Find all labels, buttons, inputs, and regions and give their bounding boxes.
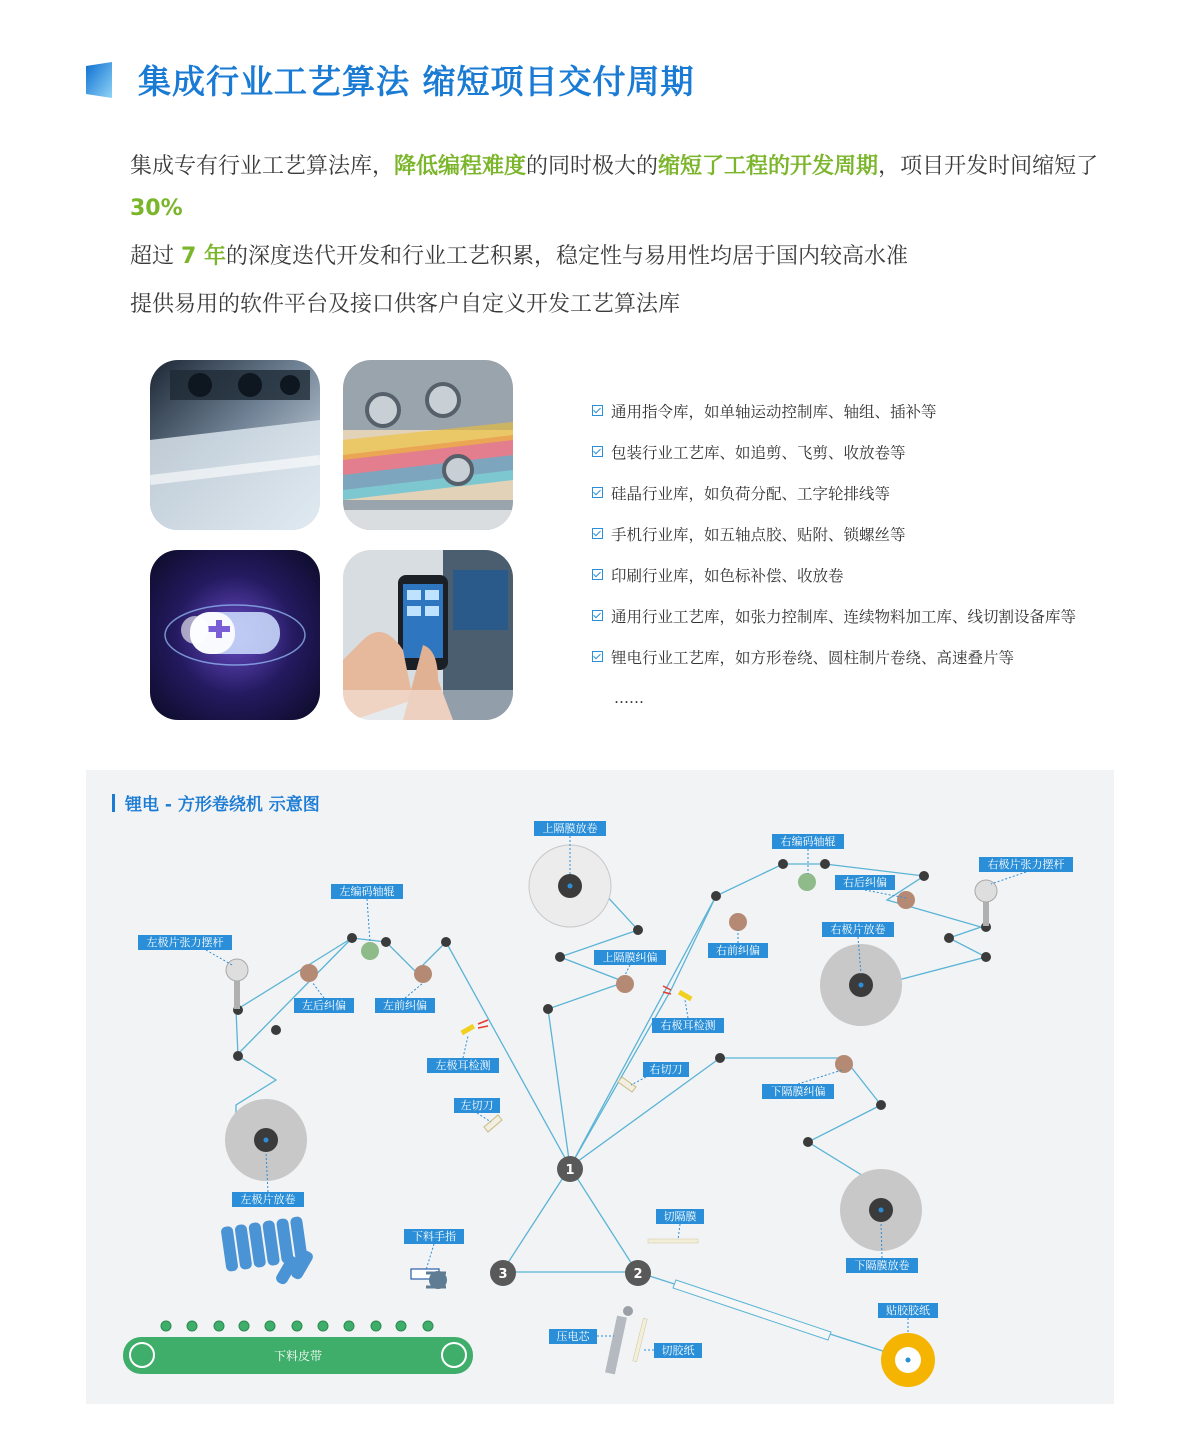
left-tab-detector	[460, 1020, 488, 1035]
label-unload-finger	[404, 1229, 464, 1244]
feature-list	[592, 390, 1152, 718]
right-cutter	[618, 1077, 636, 1092]
label-right-front-correct	[708, 943, 768, 958]
svg-text:右后纠偏: 右后纠偏	[843, 876, 887, 889]
label-left-unwind	[232, 1192, 304, 1207]
checkbox-icon	[592, 610, 603, 621]
photo-grid	[150, 360, 515, 722]
checkbox-icon	[592, 446, 603, 457]
svg-text:上隔膜放卷: 上隔膜放卷	[542, 822, 598, 835]
unload-finger	[411, 1269, 447, 1289]
label-tape-paper	[878, 1303, 938, 1318]
separator-cutter	[648, 1239, 698, 1243]
title-marker-icon	[86, 62, 112, 98]
label-right-rear-correct	[835, 875, 895, 890]
label-bottom-separator-unwind	[846, 1258, 918, 1273]
right-tab-detector	[663, 986, 693, 1001]
page-header	[86, 56, 695, 103]
checkbox-icon	[592, 528, 603, 539]
winding-machine-diagram	[86, 770, 1114, 1404]
left-tension-arm	[226, 959, 248, 1009]
intro-text	[130, 146, 1130, 332]
label-left-tab-detect	[427, 1058, 499, 1073]
color-press-photo	[343, 360, 513, 530]
label-cut-separator	[656, 1209, 704, 1224]
printing-machine-photo	[150, 360, 320, 530]
tape-roll	[881, 1333, 935, 1387]
feature-item: 包装行业工艺库、如追剪、飞剪、收放卷等	[592, 431, 1152, 472]
winding-station-2	[625, 1260, 651, 1286]
svg-text:左编码轴辊: 左编码轴辊	[339, 885, 395, 898]
svg-text:下隔膜放卷: 下隔膜放卷	[854, 1259, 910, 1272]
label-top-separator-unwind	[534, 821, 606, 836]
conveyor-fixtures	[161, 1321, 433, 1331]
svg-text:下料手指: 下料手指	[412, 1230, 456, 1243]
feature-item: 锂电行业工艺库，如方形卷绕、圆柱制片卷绕、高速叠片等	[592, 636, 1152, 677]
svg-text:左后纠偏: 左后纠偏	[302, 999, 346, 1012]
svg-text:右编码轴辊: 右编码轴辊	[780, 835, 836, 848]
svg-text:左前纠偏: 左前纠偏	[383, 999, 427, 1012]
left-cutter	[484, 1115, 502, 1132]
winding-station-1	[557, 1156, 583, 1182]
tape-rail	[673, 1280, 831, 1340]
svg-text:右极片张力摆杆: 右极片张力摆杆	[987, 858, 1065, 871]
feature-more: ……	[614, 688, 644, 707]
label-top-separator-correct	[594, 950, 666, 965]
label-cut-tape	[654, 1343, 702, 1358]
checkbox-icon	[592, 405, 603, 416]
right-electrode-unwind	[820, 944, 902, 1026]
label-left-cutter	[454, 1098, 500, 1113]
feature-item: 硅晶行业库，如负荷分配、工字轮排线等	[592, 472, 1152, 513]
label-right-cutter	[643, 1062, 689, 1077]
intro-line-1: 集成专有行业工艺算法库，降低编程难度的同时极大的缩短了工程的开发周期，项目开发时间缩短了 30%	[130, 154, 1099, 221]
feature-item: 手机行业库，如五轴点胶、贴附、锁螺丝等	[592, 513, 1152, 554]
svg-text:压电芯: 压电芯	[556, 1330, 590, 1343]
feature-item: 印刷行业库，如色标补偿、收放卷	[592, 554, 1152, 595]
right-tension-arm	[975, 880, 997, 926]
svg-text:左极耳检测: 左极耳检测	[435, 1059, 491, 1072]
bottom-separator-unwind	[840, 1169, 922, 1251]
label-left-encoder-roller	[331, 884, 403, 899]
svg-text:切隔膜: 切隔膜	[663, 1210, 697, 1223]
svg-text:上隔膜纠偏: 上隔膜纠偏	[602, 951, 658, 964]
svg-text:左极片放卷: 左极片放卷	[240, 1193, 296, 1206]
svg-text:切胶纸: 切胶纸	[661, 1344, 695, 1357]
battery-cells	[220, 1216, 314, 1286]
checkbox-icon	[592, 487, 603, 498]
label-right-tab-detect	[652, 1018, 724, 1033]
diagram-title: 锂电 - 方形卷绕机 示意图	[112, 790, 320, 815]
label-right-tension-arm	[979, 857, 1073, 872]
label-press-core	[549, 1329, 597, 1344]
label-right-unwind	[822, 922, 894, 937]
diagram-canvas	[86, 770, 1114, 1404]
svg-text:下隔膜纠偏: 下隔膜纠偏	[770, 1085, 826, 1098]
label-bottom-separator-correct	[762, 1084, 834, 1099]
svg-text:贴胶胶纸: 贴胶胶纸	[886, 1304, 930, 1317]
label-left-tension-arm	[138, 935, 232, 950]
svg-text:右切刀: 右切刀	[649, 1063, 683, 1076]
intro-line-2: 超过 7 年的深度迭代开发和行业工艺积累，稳定性与易用性均居于国内较高水准	[130, 244, 908, 269]
feature-item: 通用行业工艺库，如张力控制库、连续物料加工库、线切割设备库等	[592, 595, 1152, 636]
checkbox-icon	[592, 569, 603, 580]
smartphone-photo	[343, 550, 513, 720]
intro-line-3: 提供易用的软件平台及接口供客户自定义开发工艺算法库	[130, 292, 681, 317]
svg-text:3: 3	[498, 1267, 508, 1282]
winding-station-3	[490, 1260, 516, 1286]
battery-photo	[150, 550, 320, 720]
left-electrode-unwind	[225, 1099, 307, 1181]
label-left-rear-correct	[294, 998, 354, 1013]
svg-text:左极片张力摆杆: 左极片张力摆杆	[146, 936, 224, 949]
feature-item: 通用指令库，如单轴运动控制库、轴组、插补等	[592, 390, 1152, 431]
svg-text:右极耳检测: 右极耳检测	[660, 1019, 716, 1032]
label-right-encoder-roller	[772, 834, 844, 849]
svg-text:下料皮带: 下料皮带	[273, 1349, 323, 1363]
svg-text:2: 2	[633, 1267, 643, 1282]
svg-text:右前纠偏: 右前纠偏	[716, 944, 760, 957]
svg-text:右极片放卷: 右极片放卷	[830, 923, 886, 936]
checkbox-icon	[592, 651, 603, 662]
svg-text:左切刀: 左切刀	[460, 1099, 494, 1112]
svg-text:1: 1	[565, 1163, 575, 1178]
press-core	[605, 1306, 647, 1374]
page-title: 集成行业工艺算法 缩短项目交付周期	[138, 62, 695, 101]
label-left-front-correct	[375, 998, 435, 1013]
conveyor-belt	[123, 1337, 473, 1374]
